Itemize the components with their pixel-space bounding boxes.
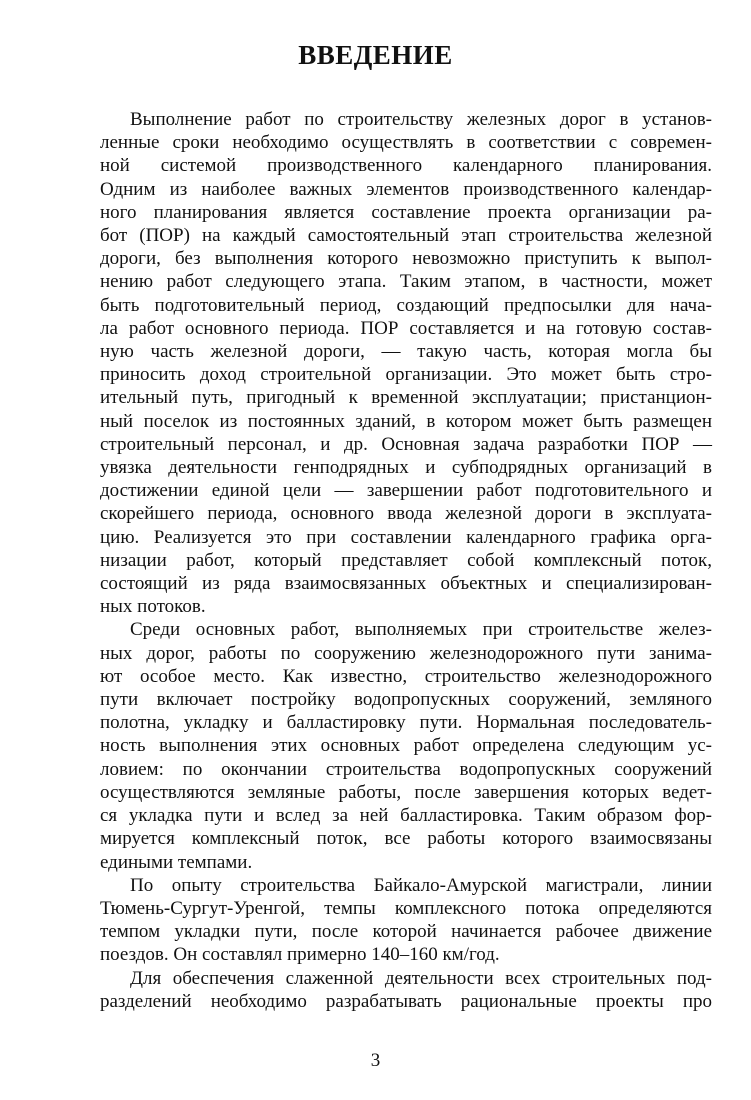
text-line: скорейшего периода, основного ввода железной дороги в эксплуата- [100, 503, 712, 525]
text-line: увязка деятельности генподрядных и субподрядных организаций в [100, 457, 712, 479]
text-line: едиными темпами. [100, 851, 253, 873]
text-line: Среди основных работ, выполняемых при строительстве желез- [130, 619, 712, 641]
text-line: Одним из наиболее важных элементов производственного календар- [100, 178, 712, 200]
paragraph [100, 108, 712, 618]
text-line: достижении единой цели — завершении работ подготовительного и [100, 480, 712, 502]
text-line: цию. Реализуется это при составлении календарного графика орга- [100, 526, 712, 548]
text-line: ительный путь, пригодный к временной эксплуатации; пристанцион- [100, 387, 712, 409]
paragraph [100, 967, 712, 1013]
text-line: Выполнение работ по строительству железных дорог в установ- [130, 109, 712, 130]
body-text [100, 108, 712, 1013]
text-line: мируется комплексный поток, все работы которого взаимосвязаны [100, 828, 712, 850]
text-line: По опыту строительства Байкало-Амурской магистрали, линии [130, 874, 712, 896]
text-line: поездов. Он составлял примерно 140–160 км/год. [100, 944, 500, 966]
text-line: ленные сроки необходимо осуществлять в соответствии с современ- [100, 132, 712, 154]
text-line: быть подготовительный период, создающий предпосылки для нача- [100, 294, 712, 316]
text-line: осуществляются земляные работы, после завершения которых ведет- [100, 781, 712, 803]
text-line: Тюмень-Сургут-Уренгой, темпы комплексного потока определяются [100, 897, 712, 919]
text-line: Для обеспечения слаженной деятельности всех строительных под- [130, 967, 712, 989]
text-line: строительный персонал, и др. Основная задача разработки ПОР — [100, 433, 712, 455]
text-line: ную часть железной дороги, — такую часть, которая могла бы [100, 341, 712, 363]
page-title: ВВЕДЕНИЕ [298, 40, 453, 70]
text-line: приносить доход строительной организации. Это может быть стро- [100, 364, 712, 386]
text-line: дороги, без выполнения которого невозможно приступить к выпол- [100, 248, 712, 270]
text-line: ют особое место. Как известно, строительство железнодорожного [100, 665, 712, 687]
text-line: ной системой производственного календарного планирования. [100, 155, 712, 177]
text-line: ного планирования является составление проекта организации ра- [100, 201, 712, 223]
text-line: разделений необходимо разрабатывать рациональные проекты про [100, 990, 712, 1012]
text-line: состоящий из ряда взаимосвязанных объектных и специализирован- [100, 573, 712, 595]
text-line: ность выполнения этих основных работ определена следующим ус- [100, 735, 712, 757]
text-line: темпом укладки пути, после которой начинается рабочее движение [100, 921, 712, 943]
text-line: бот (ПОР) на каждый самостоятельный этап строительства железной [100, 225, 712, 247]
text-line: ся укладка пути и вслед за ней балластировка. Таким образом фор- [100, 805, 712, 827]
paragraph [100, 618, 712, 873]
text-line: пути включает постройку водопропускных сооружений, земляного [100, 689, 712, 711]
text-line: низации работ, который представляет собой комплексный поток, [100, 549, 712, 571]
text-line: полотна, укладку и балластировку пути. Нормальная последователь- [100, 712, 712, 734]
text-line: нению работ следующего этапа. Таким этапом, в частности, может [100, 271, 712, 293]
text-line: ных дорог, работы по сооружению железнодорожного пути занима- [100, 642, 712, 664]
paragraph [100, 874, 712, 967]
text-line: ловием: по окончании строительства водопропускных сооружений [100, 758, 712, 780]
text-line: ла работ основного периода. ПОР составляется и на готовую состав- [100, 317, 712, 339]
text-line: ных потоков. [100, 596, 206, 618]
text-line: ный поселок из постоянных зданий, в котором может быть размещен [100, 410, 712, 432]
page-number: 3 [370, 1050, 381, 1071]
